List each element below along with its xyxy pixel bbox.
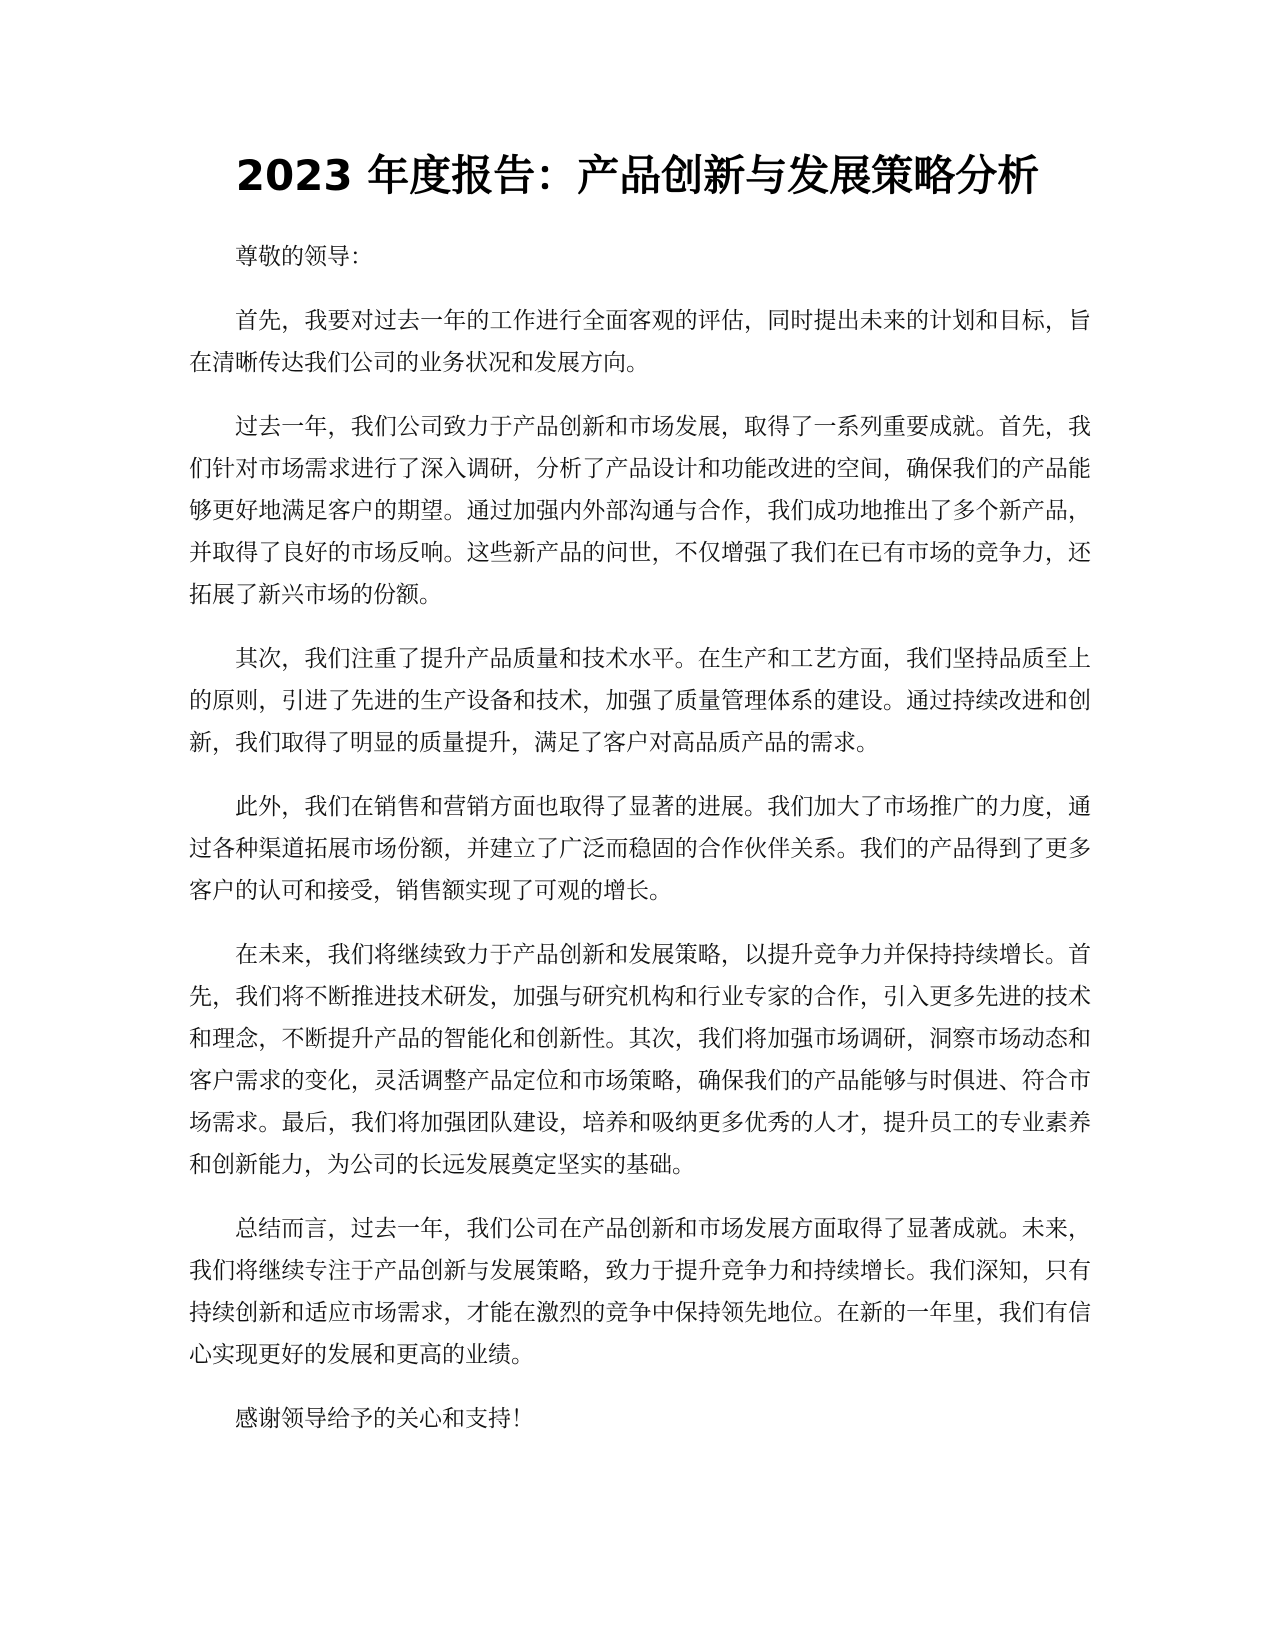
paragraph-intro: 首先，我要对过去一年的工作进行全面客观的评估，同时提出未来的计划和目标，旨在清晰传达我们公司的业务状况和发展方向。: [189, 308, 1091, 376]
paragraph-future: 在未来，我们将继续致力于产品创新和发展策略，以提升竞争力并保持持续增长。首先，我们将不断推进技术研发，加强与研究机构和行业专家的合作，引入更多先进的技术和理念，不断提升产品的智能化和创新性。其次，我们将加强市场调研，洞察市场动态和客户需求的变化，灵活调整产品定位和市场策略，确保我们的产品能够与时俱进、符合市场需求。最后，我们将加强团队建设，培养和吸纳更多优秀的人才，提升员工的专业素养和创新能力，为公司的长远发展奠定坚实的基础。: [189, 942, 1091, 1178]
paragraph-quality: 其次，我们注重了提升产品质量和技术水平。在生产和工艺方面，我们坚持品质至上的原则，引进了先进的生产设备和技术，加强了质量管理体系的建设。通过持续改进和创新，我们取得了明显的质量提升，满足了客户对高品质产品的需求。: [189, 646, 1091, 756]
paragraph-achievements: 过去一年，我们公司致力于产品创新和市场发展，取得了一系列重要成就。首先，我们针对市场需求进行了深入调研，分析了产品设计和功能改进的空间，确保我们的产品能够更好地满足客户的期望。通过加强内外部沟通与合作，我们成功地推出了多个新产品，并取得了良好的市场反响。这些新产品的问世，不仅增强了我们在已有市场的竞争力，还拓展了新兴市场的份额。: [189, 414, 1091, 608]
paragraph-sales: 此外，我们在销售和营销方面也取得了显著的进展。我们加大了市场推广的力度，通过各种渠道拓展市场份额，并建立了广泛而稳固的合作伙伴关系。我们的产品得到了更多客户的认可和接受，销售额实现了可观的增长。: [189, 794, 1091, 904]
salutation: 尊敬的领导：: [235, 244, 373, 270]
closing: 感谢领导给予的关心和支持！: [235, 1406, 534, 1432]
paragraph-summary: 总结而言，过去一年，我们公司在产品创新和市场发展方面取得了显著成就。未来，我们将继续专注于产品创新与发展策略，致力于提升竞争力和持续增长。我们深知，只有持续创新和适应市场需求，才能在激烈的竞争中保持领先地位。在新的一年里，我们有信心实现更好的发展和更高的业绩。: [189, 1216, 1091, 1368]
document-body: [189, 236, 1091, 1462]
document-title: 2023 年度报告：产品创新与发展策略分析: [235, 151, 1040, 200]
